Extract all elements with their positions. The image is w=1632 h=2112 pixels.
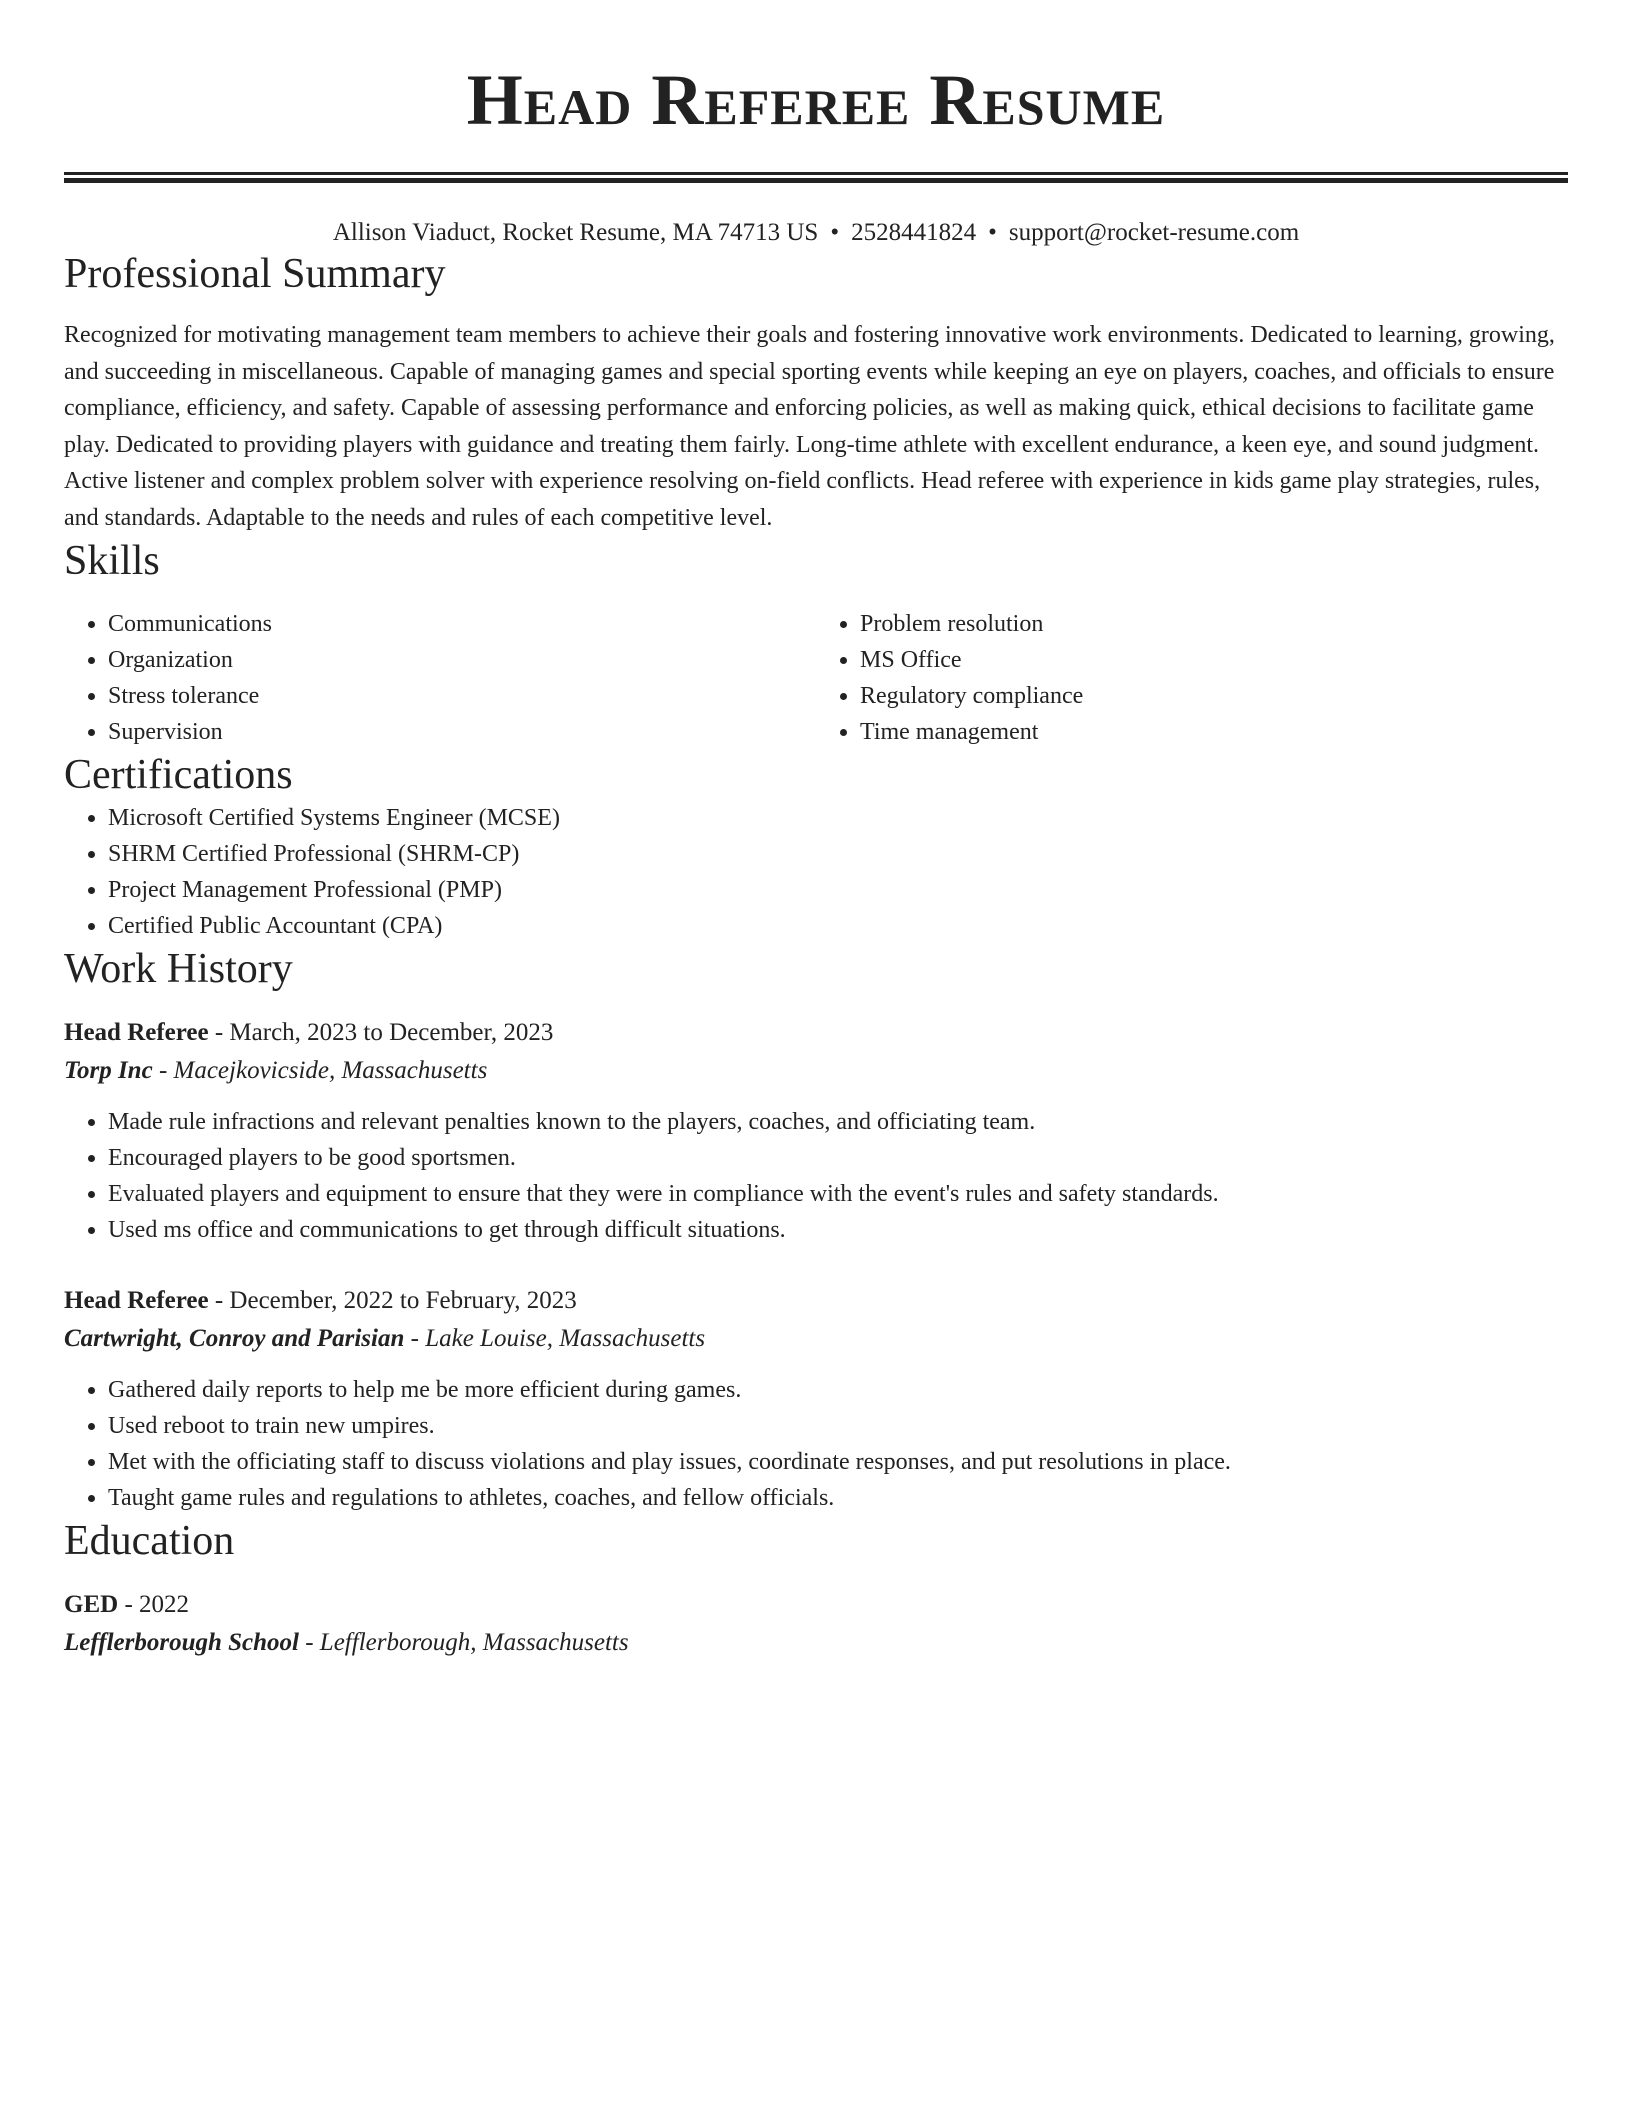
skill-item: • Regulatory compliance xyxy=(860,678,1568,714)
contact-address: Allison Viaduct, Rocket Resume, MA 74713 US xyxy=(332,219,819,246)
job-title: Head Referee xyxy=(64,1287,209,1314)
skills-list-left xyxy=(64,606,816,750)
certification-item: • Microsoft Certified Systems Engineer (MCSE) xyxy=(108,800,1568,836)
job-duty: • Encouraged players to be good sportsmen. xyxy=(108,1140,1568,1176)
job-company: Cartwright, Conroy and Parisian xyxy=(64,1325,405,1352)
summary-heading: Professional Summary xyxy=(64,251,446,297)
skills-heading: Skills xyxy=(64,538,160,584)
resume-title: Head Referee Resume xyxy=(466,60,1166,140)
job-location: - Lake Louise, Massachusetts xyxy=(404,1325,706,1352)
education-year: - 2022 xyxy=(118,1591,190,1618)
skill-item: • Problem resolution xyxy=(860,606,1568,642)
education-degree: GED xyxy=(64,1591,119,1618)
certifications-list xyxy=(64,800,1568,944)
education-degree-line xyxy=(64,1586,1568,1624)
skills-list-right xyxy=(816,606,1568,750)
skill-item: • Supervision xyxy=(108,714,816,750)
job-duty: • Taught game rules and regulations to athletes, coaches, and fellow officials. xyxy=(108,1480,1568,1516)
title-divider xyxy=(64,172,1568,183)
job-company: Torp Inc xyxy=(64,1057,153,1084)
education-school: Lefflerborough School xyxy=(64,1629,299,1656)
skill-item: • MS Office xyxy=(860,642,1568,678)
skills-columns xyxy=(64,606,1568,750)
skill-item: • Time management xyxy=(860,714,1568,750)
job-duties-list xyxy=(64,1372,1568,1516)
contact-line xyxy=(64,217,1568,249)
job-duty: • Evaluated players and equipment to ensure that they were in compliance with the event's rules and safety standards. xyxy=(108,1176,1568,1212)
contact-separator: • xyxy=(988,219,997,246)
certification-item: • Certified Public Accountant (CPA) xyxy=(108,908,1568,944)
job-duty: • Used reboot to train new umpires. xyxy=(108,1408,1568,1444)
job-duty: • Met with the officiating staff to discuss violations and play issues, coordinate responses, and put resolutions in place. xyxy=(108,1444,1568,1480)
job-entry xyxy=(64,1282,1568,1516)
education-school-line xyxy=(64,1624,1568,1662)
job-title-line xyxy=(64,1282,1568,1320)
skill-item: • Organization xyxy=(108,642,816,678)
summary-text: Recognized for motivating management team members to achieve their goals and fostering innovative work environments. Dedicated to learning, growing, and succeeding in miscellaneous. Capable of managing games and special sporting events while keeping an eye on players, coaches, and officials to ensure compliance, efficiency, and safety. Capable of assessing performance and enforcing policies, as well as making quick, ethical decisions to facilitate game play. Dedicated to providing players with guidance and treating them fairly. Long-time athlete with excellent endurance, a keen eye, and sound judgment. Active listener and complex problem solver with experience resolving on-field conflicts. Head referee with experience in kids game play strategies, rules, and standards. Adaptable to the needs and rules of each competitive level. xyxy=(64,322,1555,531)
job-company-line xyxy=(64,1052,1568,1090)
education-location: - Lefflerborough, Massachusetts xyxy=(298,1629,629,1656)
contact-phone: 2528441824 xyxy=(851,219,977,246)
skill-item: • Communications xyxy=(108,606,816,642)
contact-separator: • xyxy=(830,219,840,246)
job-company-line xyxy=(64,1320,1568,1358)
skill-item: • Stress tolerance xyxy=(108,678,816,714)
certification-item: • Project Management Professional (PMP) xyxy=(108,872,1568,908)
job-title-line xyxy=(64,1014,1568,1052)
job-duties-list xyxy=(64,1104,1568,1248)
job-duty: • Made rule infractions and relevant penalties known to the players, coaches, and officiating team. xyxy=(108,1104,1568,1140)
job-location: - Macejkovicside, Massachusetts xyxy=(152,1057,488,1084)
education-entry xyxy=(64,1586,1568,1662)
contact-email[interactable]: support@rocket-resume.com xyxy=(1008,219,1300,246)
job-dates: - December, 2022 to February, 2023 xyxy=(208,1287,577,1314)
education-heading: Education xyxy=(64,1518,235,1564)
certifications-heading: Certifications xyxy=(64,752,293,798)
work-history-heading: Work History xyxy=(64,946,293,992)
job-title: Head Referee xyxy=(64,1019,209,1046)
job-duty: • Gathered daily reports to help me be more efficient during games. xyxy=(108,1372,1568,1408)
certification-item: • SHRM Certified Professional (SHRM-CP) xyxy=(108,836,1568,872)
job-duty: • Used ms office and communications to get through difficult situations. xyxy=(108,1212,1568,1248)
job-entry xyxy=(64,1014,1568,1248)
job-dates: - March, 2023 to December, 2023 xyxy=(208,1019,554,1046)
